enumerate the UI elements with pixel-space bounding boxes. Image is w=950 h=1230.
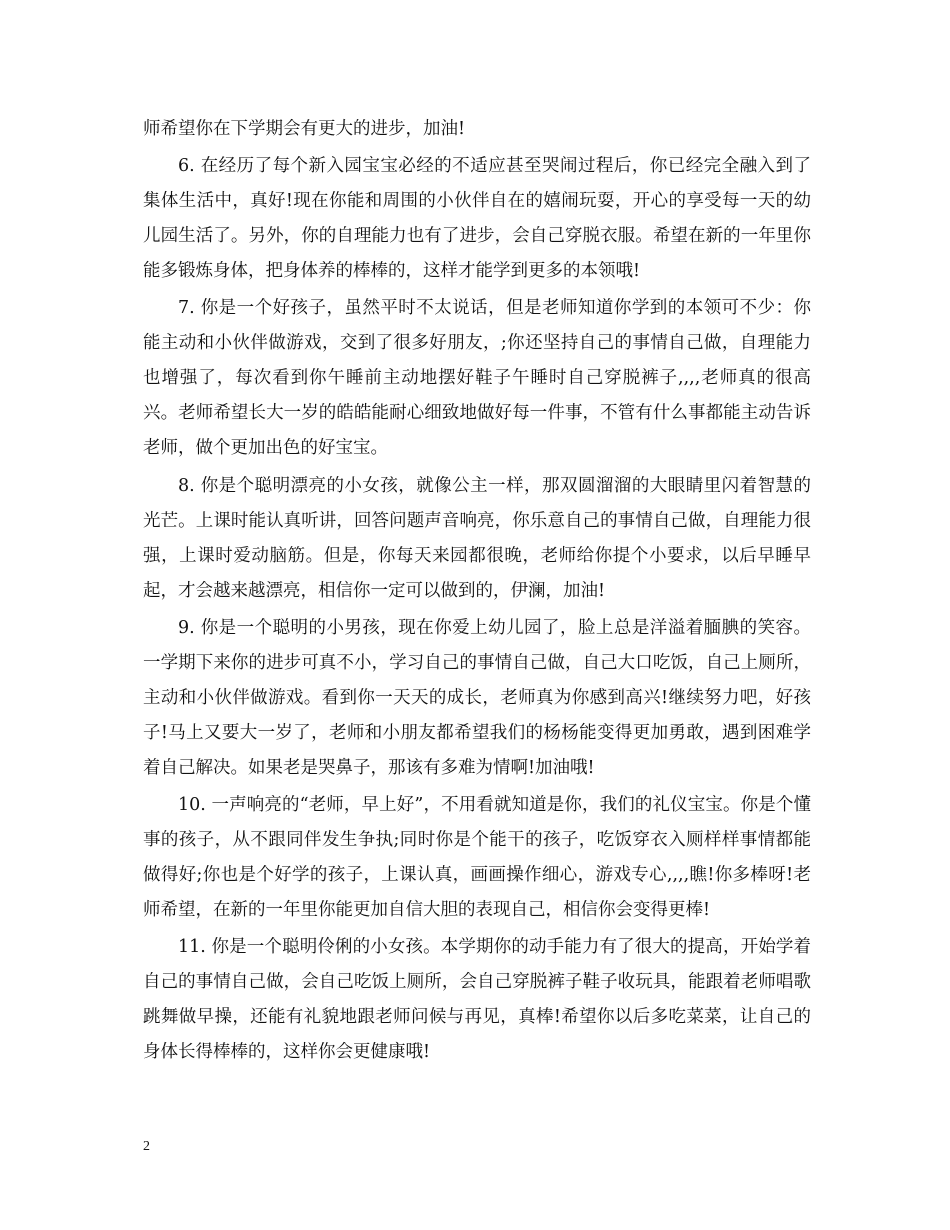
page-number: 2 (143, 1139, 150, 1154)
paragraph-10: 10. 一声响亮的“老师，早上好”，不用看就知道是你，我们的礼仪宝宝。你是个懂事的孩子，从不跟同伴发生争执;同时你是个能干的孩子，吃饭穿衣入厕样样事情都能做得好;你也是个好学的孩子，上课认真，画画操作细心，游戏专心,,,,瞧!你多棒呀!老师希望，在新的一年里你能更加自信大胆的表现自己，相信你会变得更棒! (143, 794, 811, 920)
paragraph-continued: 师希望你在下学期会有更大的进步，加油! (143, 119, 466, 139)
paragraph-6: 6. 在经历了每个新入园宝宝必经的不适应甚至哭闹过程后，你已经完全融入到了集体生活中，真好!现在你能和周围的小伙伴自在的嬉闹玩耍，开心的享受每一天的幼儿园生活了。另外，你的自理能力也有了进步，会自己穿脱衣服。希望在新的一年里你能多锻炼身体，把身体养的棒棒的，这样才能学到更多的本领哦! (143, 156, 811, 282)
paragraph-8: 8. 你是个聪明漂亮的小女孩，就像公主一样，那双圆溜溜的大眼睛里闪着智慧的光芒。上课时能认真听讲，回答问题声音响亮，你乐意自己的事情自己做，自理能力很强，上课时爱动脑筋。但是，你每天来园都很晚，老师给你提个小要求，以后早睡早起，才会越来越漂亮，相信你一定可以做到的，伊澜，加油! (143, 475, 811, 601)
paragraph-9: 9. 你是一个聪明的小男孩，现在你爱上幼儿园了，脸上总是洋溢着腼腆的笑容。一学期下来你的进步可真不小，学习自己的事情自己做，自己大口吃饭，自己上厕所，主动和小伙伴做游戏。看到你一天天的成长，老师真为你感到高兴!继续努力吧，好孩子!马上又要大一岁了，老师和小朋友都希望我们的杨杨能变得更加勇敢，遇到困难学着自己解决。如果老是哭鼻子，那该有多难为情啊!加油哦! (143, 617, 811, 778)
paragraph-11: 11. 你是一个聪明伶俐的小女孩。本学期你的动手能力有了很大的提高，开始学着自己的事情自己做，会自己吃饭上厕所，会自己穿脱裤子鞋子收玩具，能跟着老师唱歌跳舞做早操，还能有礼貌地跟老师问候与再见，真棒!希望你以后多吃菜菜，让自己的身体长得棒棒的，这样你会更健康哦! (143, 937, 811, 1063)
paragraph-7: 7. 你是一个好孩子，虽然平时不太说话，但是老师知道你学到的本领可不少：你能主动和小伙伴做游戏，交到了很多好朋友，;你还坚持自己的事情自己做，自理能力也增强了，每次看到你午睡前主动地摆好鞋子午睡时自己穿脱裤子,,,,老师真的很高兴。老师希望长大一岁的皓皓能耐心细致地做好每一件事，不管有什么事都能主动告诉老师，做个更加出色的好宝宝。 (143, 298, 811, 459)
document-body (143, 112, 811, 1072)
